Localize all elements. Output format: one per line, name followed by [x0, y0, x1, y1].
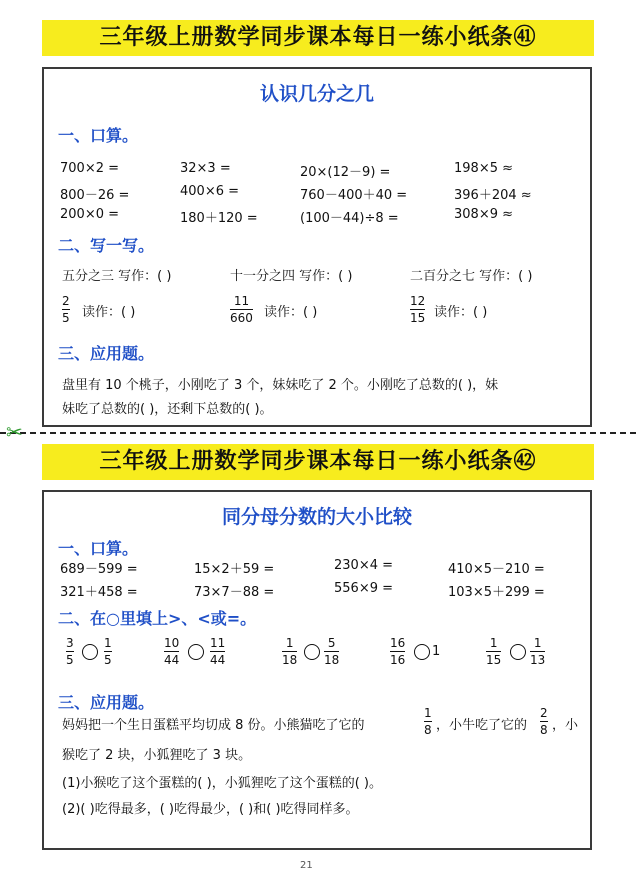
calc-item: 321＋458 =: [60, 585, 138, 600]
question-1: (1)小猴吃了这个蛋糕的( )，小狐狸吃了这个蛋糕的( )。: [62, 776, 382, 791]
calc-item: 556×9 =: [334, 581, 394, 596]
write-item: 五分之三 写作：( ): [62, 269, 172, 284]
sheet42-section2-heading: 二、在○里填上>、<或=。: [58, 609, 257, 628]
whole-number: 1: [432, 644, 441, 659]
compare-circle[interactable]: [304, 644, 320, 660]
fraction: [390, 636, 405, 667]
numerator: 12: [410, 294, 426, 308]
denominator: 8: [424, 723, 432, 737]
denominator: 5: [62, 311, 70, 325]
denominator: 18: [324, 653, 340, 667]
numerator: 1: [424, 706, 432, 720]
sheet41-card: [42, 67, 592, 427]
calc-item: 800－26 =: [60, 188, 130, 203]
calc-item: (100－44)÷8 =: [300, 211, 399, 226]
calc-item: 32×3 =: [180, 161, 231, 176]
numerator: 1: [285, 636, 294, 650]
numerator: 2: [540, 706, 548, 720]
calc-item: 700×2 =: [60, 161, 120, 176]
sheet42-title: 同分母分数的大小比较: [221, 506, 412, 528]
calc-item: 760－400＋40 =: [300, 188, 408, 203]
fraction: [210, 636, 225, 667]
numerator: 1: [533, 636, 542, 650]
numerator: 16: [390, 636, 406, 650]
numerator: 5: [327, 636, 336, 650]
calc-item: 396＋204 ≈: [454, 188, 532, 203]
calc-item: 689－599 =: [60, 562, 138, 577]
denominator: 44: [210, 653, 226, 667]
calc-item: 410×5－210 =: [448, 562, 545, 577]
calc-item: 103×5＋299 =: [448, 585, 545, 600]
numerator: 1: [104, 636, 112, 650]
question-2: (2)( )吃得最多，( )吃得最少，( )和( )吃得同样多。: [62, 802, 359, 817]
denominator: 5: [104, 653, 112, 667]
denominator: 13: [530, 653, 546, 667]
scissors-icon: ✂: [6, 420, 23, 444]
compare-circle[interactable]: [188, 644, 204, 660]
page-number: 21: [300, 860, 313, 871]
denominator: 8: [540, 723, 548, 737]
write-item: 二百分之七 写作：( ): [410, 269, 533, 284]
calc-item: 200×0 =: [60, 207, 120, 222]
numerator: 3: [66, 636, 74, 650]
application-text: 猴吃了 2 块，小狐狸吃了 3 块。: [62, 748, 252, 763]
calc-item: 308×9 ≈: [454, 207, 514, 222]
sheet41-section2-heading: 二、写一写。: [58, 236, 155, 255]
fraction: [164, 636, 179, 667]
calc-item: 20×(12－9) =: [300, 165, 391, 180]
fraction: [230, 294, 253, 325]
calc-item: 230×4 =: [334, 558, 394, 573]
write-item: 十一分之四 写作：( ): [230, 269, 353, 284]
fraction: [486, 636, 501, 667]
sheet42-banner: 三年级上册数学同步课本每日一练小纸条㊷: [42, 444, 594, 480]
fraction: [410, 294, 425, 325]
fraction: [62, 294, 70, 325]
fraction: [424, 706, 432, 737]
sheet42-section1-heading: 一、口算。: [58, 539, 139, 558]
sheet41-banner: 三年级上册数学同步课本每日一练小纸条㊶: [42, 20, 594, 56]
application-text: 妹吃了总数的( )，还剩下总数的( )。: [62, 402, 273, 417]
read-item: 读作：( ): [264, 305, 318, 320]
cut-line: [0, 432, 636, 434]
calc-item: 180＋120 =: [180, 211, 258, 226]
compare-circle[interactable]: [414, 644, 430, 660]
read-item: 读作：( ): [434, 305, 488, 320]
application-text: ，小牛吃了它的: [436, 718, 528, 733]
denominator: 18: [282, 653, 298, 667]
sheet41-section1-heading: 一、口算。: [58, 126, 139, 145]
compare-circle[interactable]: [82, 644, 98, 660]
calc-item: 15×2＋59 =: [194, 562, 275, 577]
application-text: ，小: [552, 718, 579, 733]
numerator: 10: [164, 636, 180, 650]
fraction: [530, 636, 545, 667]
read-item: 读作：( ): [82, 305, 136, 320]
application-text: 盘里有 10 个桃子，小刚吃了 3 个，妹妹吃了 2 个。小刚吃了总数的( )，妹: [62, 378, 499, 393]
denominator: 15: [486, 653, 502, 667]
sheet42-section3-heading: 三、应用题。: [58, 693, 155, 712]
fraction: [540, 706, 548, 737]
denominator: 16: [390, 653, 406, 667]
sheet41-section3-heading: 三、应用题。: [58, 344, 155, 363]
fraction: [282, 636, 297, 667]
numerator: 11: [233, 294, 250, 308]
compare-circle[interactable]: [510, 644, 526, 660]
sheet42-card: [42, 490, 592, 850]
fraction: [104, 636, 112, 667]
numerator: 11: [210, 636, 226, 650]
calc-item: 400×6 =: [180, 184, 240, 199]
denominator: 44: [164, 653, 180, 667]
numerator: 2: [62, 294, 70, 308]
fraction: [324, 636, 339, 667]
calc-item: 73×7－88 =: [194, 585, 275, 600]
sheet41-title: 认识几分之几: [259, 83, 374, 105]
fraction: [66, 636, 74, 667]
denominator: 15: [410, 311, 426, 325]
numerator: 1: [489, 636, 498, 650]
denominator: 5: [66, 653, 74, 667]
denominator: 660: [230, 311, 253, 325]
calc-item: 198×5 ≈: [454, 161, 514, 176]
application-text: 妈妈把一个生日蛋糕平均切成 8 份。小熊猫吃了它的: [62, 718, 365, 733]
